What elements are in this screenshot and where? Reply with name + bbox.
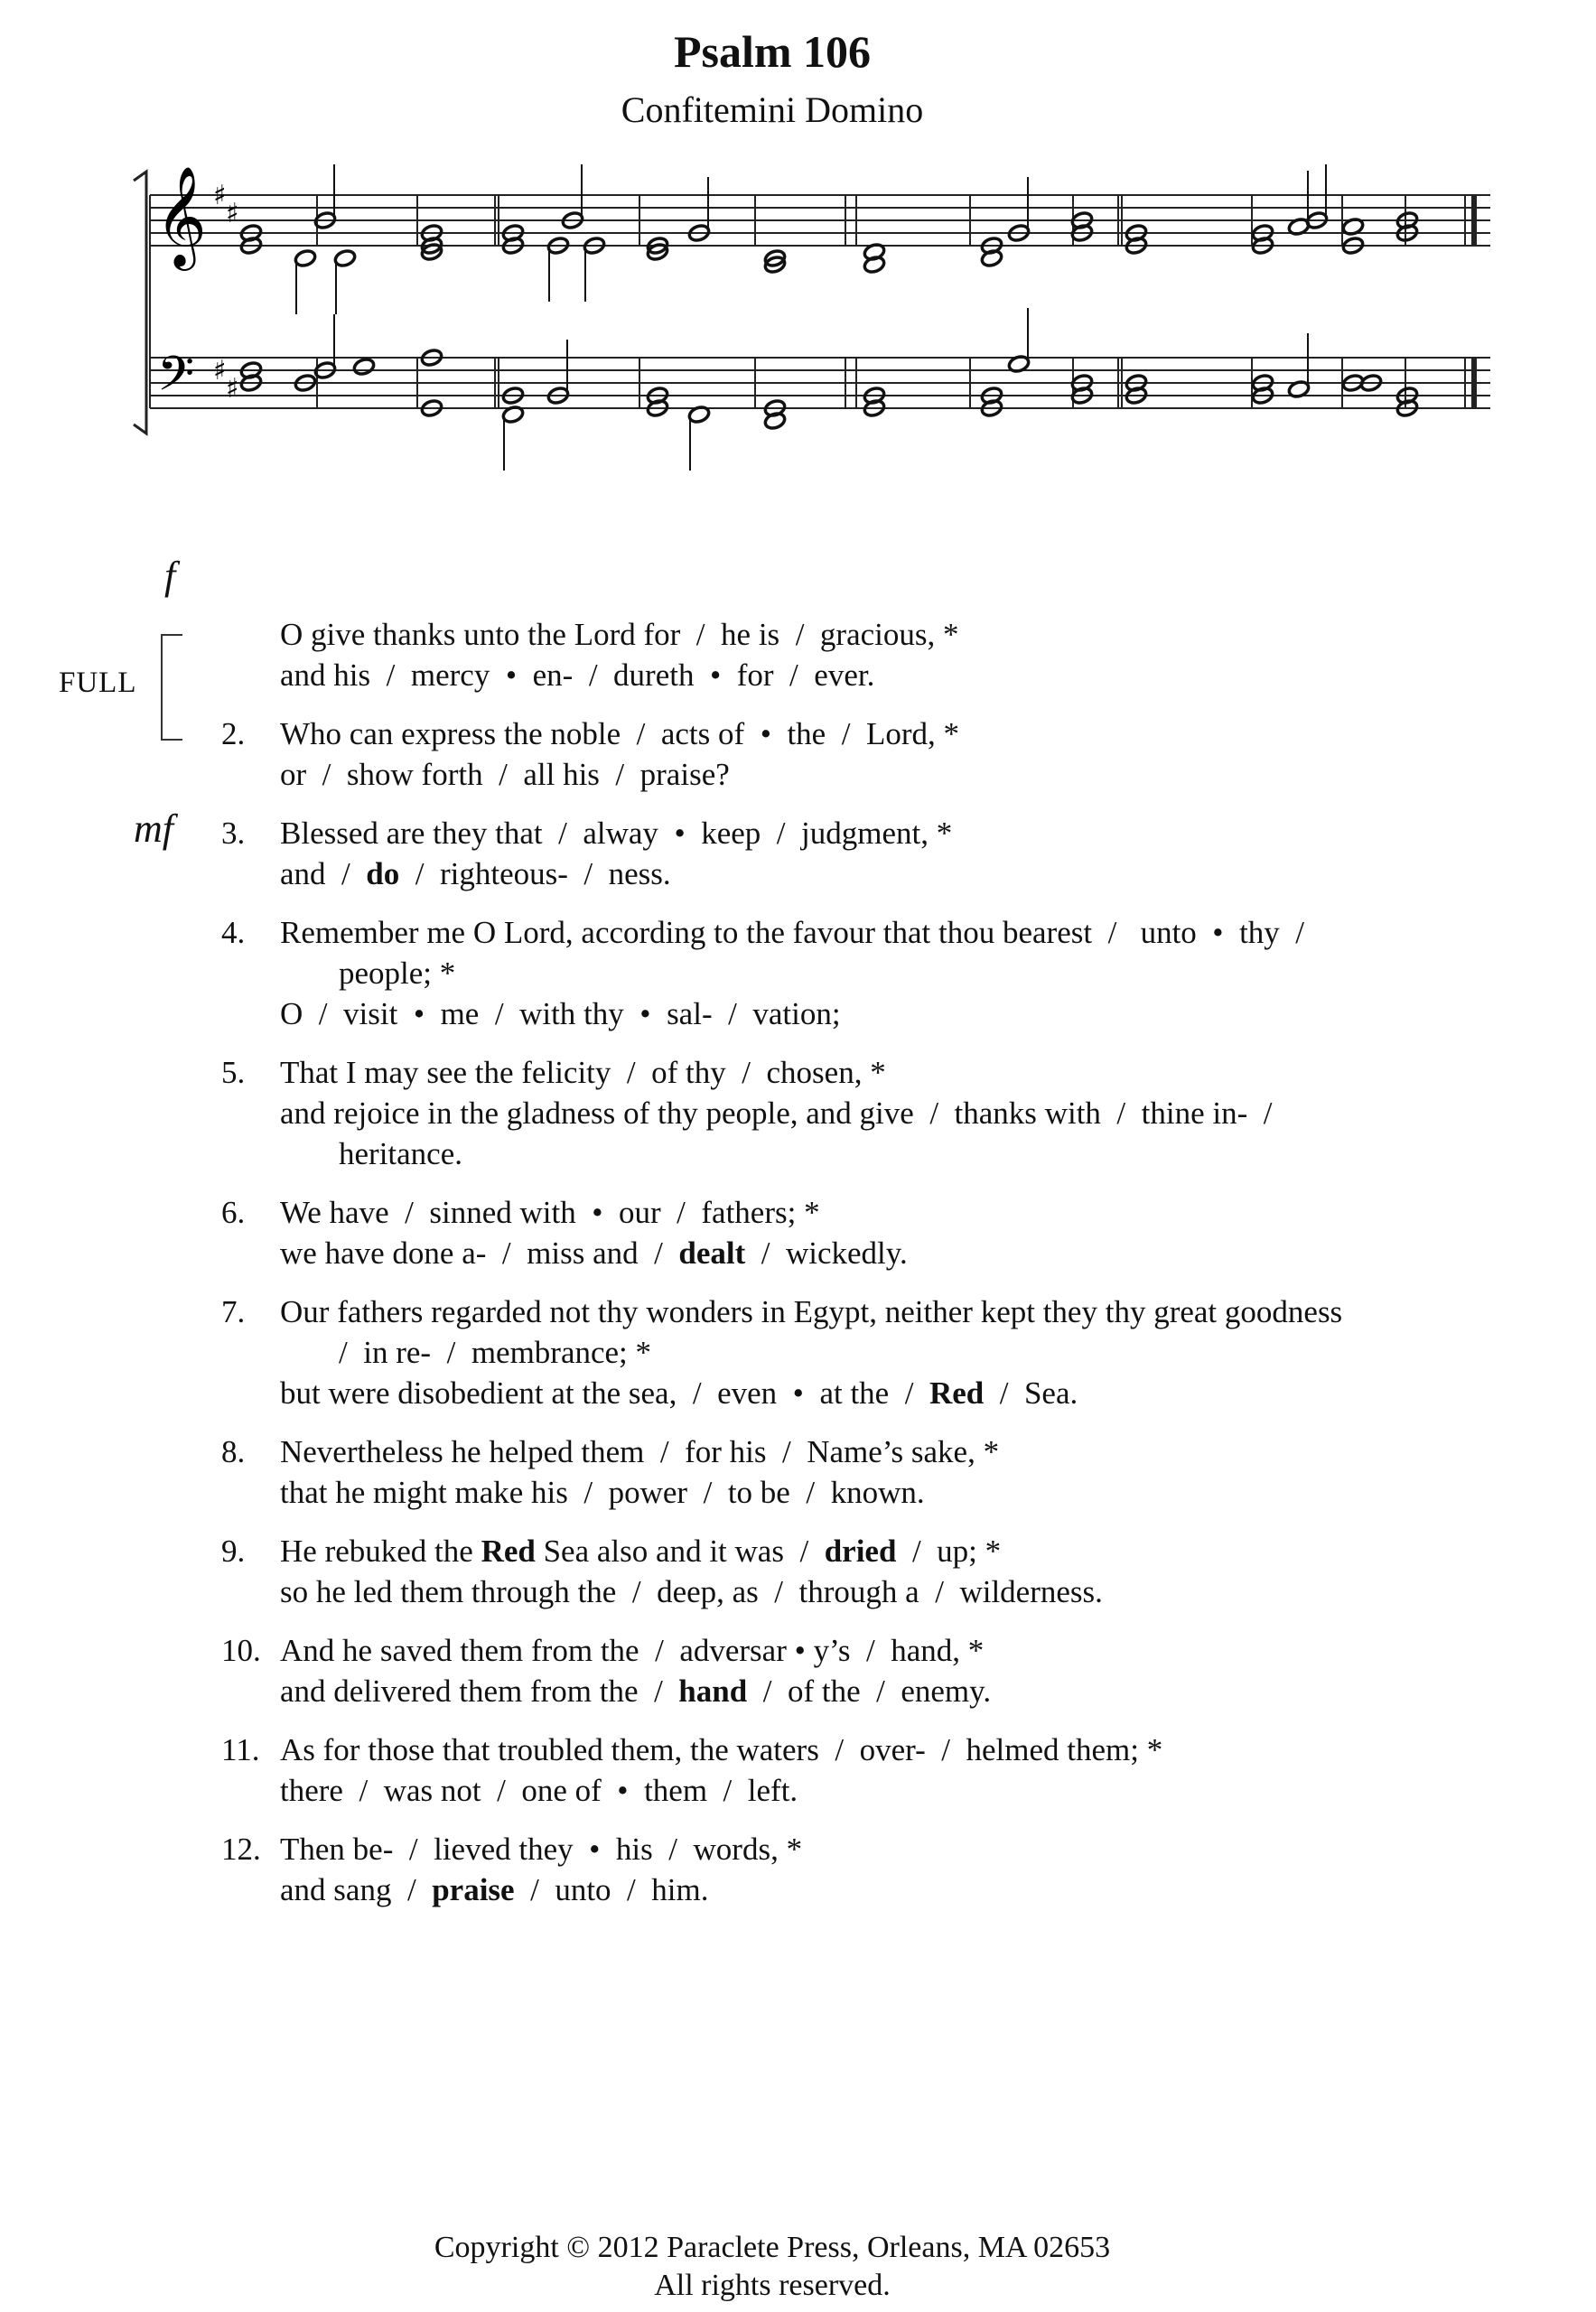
verse-number: 5. (221, 1055, 246, 1090)
dynamic-mezzo-forte: mf (134, 806, 173, 851)
note-head (352, 357, 376, 377)
sharp-icon: ♯ (213, 180, 227, 211)
verse-line: He rebuked the Red Sea also and it was / dried / up; * (280, 1534, 1002, 1569)
verse (221, 1729, 1531, 1811)
verse-number: 12. (221, 1832, 261, 1867)
full-label: FULL (59, 667, 137, 699)
treble-clef-icon: 𝄞 (155, 165, 207, 266)
footer (0, 2229, 1545, 2305)
verse (221, 813, 1531, 894)
verse (221, 1052, 1531, 1174)
verse-line: heritance. (339, 1136, 462, 1171)
sharp-icon: ♯ (213, 355, 227, 387)
verse-line: Nevertheless he helped them / for his / Name’s sake, * (280, 1434, 1000, 1469)
rights-text: All rights reserved. (654, 2269, 891, 2302)
verse-line: that he might make his / power / to be / known. (280, 1475, 925, 1510)
verse-line: We have / sinned with • our / fathers; * (280, 1195, 820, 1230)
verse (221, 1192, 1531, 1273)
verse-number: 9. (221, 1534, 246, 1569)
verse-line: we have done a- / miss and / dealt / wickedly. (280, 1235, 908, 1271)
verse-line: so he led them through the / deep, as / through a / wilderness. (280, 1574, 1103, 1609)
verse-line: That I may see the felicity / of thy / chosen, * (280, 1055, 886, 1090)
verse-line: As for those that troubled them, the waters / over- / helmed them; * (280, 1732, 1163, 1767)
verse (221, 912, 1531, 1034)
verse (221, 713, 1531, 795)
page-title: Psalm 106 (673, 26, 872, 77)
sharp-icon: ♯ (226, 198, 239, 229)
verse-number: 6. (221, 1195, 246, 1230)
verse-number: 4. (221, 915, 246, 950)
verse (221, 1291, 1531, 1413)
verse-line: / in re- / membrance; * (339, 1335, 652, 1370)
verse-line: but were disobedient at the sea, / even • at the / Red / Sea. (280, 1375, 1078, 1411)
verse-number: 11. (221, 1732, 260, 1767)
verse-number: 7. (221, 1294, 246, 1329)
verse-line: Our fathers regarded not thy wonders in Egypt, neither kept they thy great goodness (280, 1294, 1343, 1329)
verse (221, 1531, 1531, 1612)
verse-line: O / visit • me / with thy • sal- / vation; (280, 996, 841, 1031)
verse-line: Who can express the noble / acts of • the / Lord, * (280, 716, 959, 751)
dynamic-forte: f (164, 554, 176, 598)
system-bracket (134, 172, 146, 434)
copyright-text: Copyright © 2012 Paraclete Press, Orleans, MA 02653 (434, 2231, 1111, 2264)
verse-line: or / show forth / all his / praise? (280, 757, 730, 792)
verse-number: 10. (221, 1633, 261, 1668)
verse-line: And he saved them from the / adversar • y’s / hand, * (280, 1633, 985, 1668)
verse-line: and sang / praise / unto / him. (280, 1872, 709, 1907)
verse-number: 3. (221, 816, 246, 851)
verse-line: and rejoice in the gladness of thy people, and give / thanks with / thine in- / (280, 1095, 1273, 1131)
verses-list (221, 614, 1531, 1928)
verse-line: Blessed are they that / alway • keep / judgment, * (280, 816, 953, 851)
verse-line: O give thanks unto the Lord for / he is / gracious, * (280, 617, 959, 652)
verse (221, 1829, 1531, 1910)
bass-clef-icon: 𝄢 (157, 347, 195, 414)
verse-line: and delivered them from the / hand / of the / enemy. (280, 1673, 992, 1709)
verse-line: there / was not / one of • them / left. (280, 1773, 798, 1808)
page-subtitle: Confitemini Domino (621, 89, 924, 130)
verse (221, 614, 1531, 695)
verse-line: and / do / righteous- / ness. (280, 856, 671, 891)
verse-line: Remember me O Lord, according to the favour that thou bearest / unto • thy / (280, 915, 1305, 950)
verse-number: 2. (221, 716, 246, 751)
verse-line: Then be- / lieved they • his / words, * (280, 1832, 803, 1867)
full-bracket (161, 634, 182, 741)
verse-line: people; * (339, 956, 456, 991)
verse (221, 1431, 1531, 1513)
verse-number: 8. (221, 1434, 246, 1469)
anglican-chant-score (116, 163, 1498, 506)
verse (221, 1630, 1531, 1711)
verse-line: and his / mercy • en- / dureth • for / ever. (280, 657, 875, 693)
sharp-icon: ♯ (226, 373, 239, 405)
